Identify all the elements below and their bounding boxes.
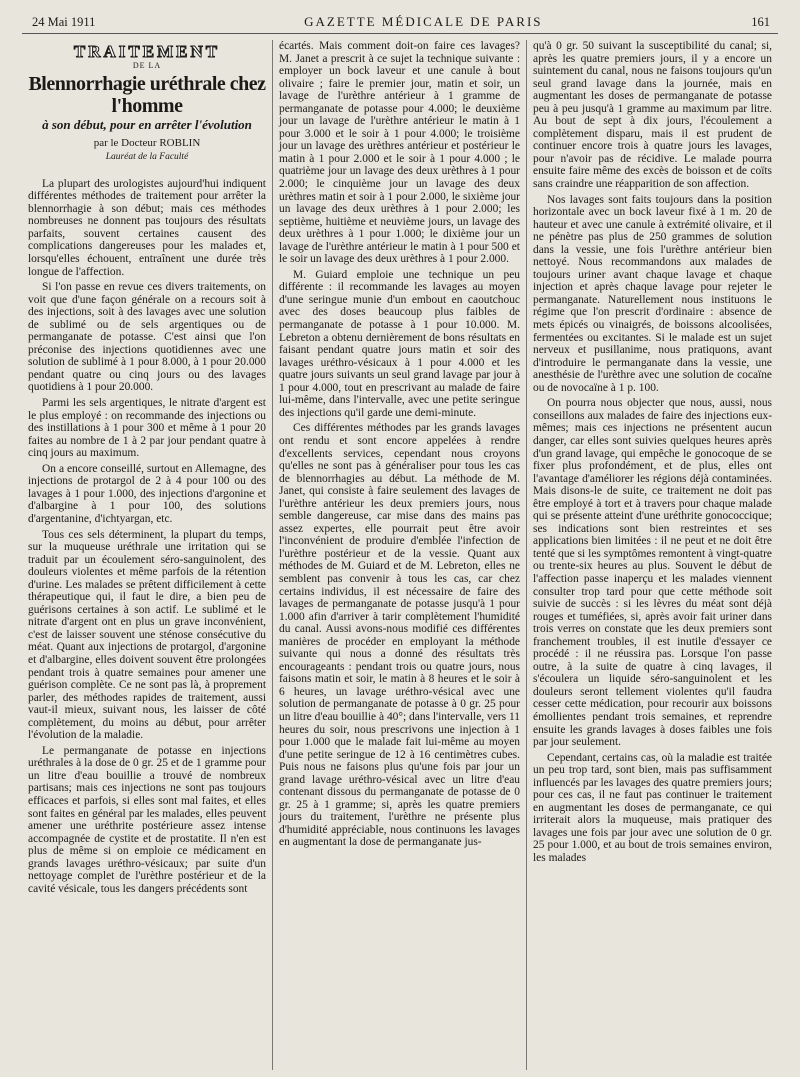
paragraph: qu'à 0 gr. 50 suivant la susceptibilité du canal; si, après les quatre premiers jours, il y a encore un suintement du canal, nous ne faisons toujours qu'un seul grand lavage dans la journée, mais en augmentant les doses de permanganate de potasse peu à peu jusqu'à 1 gramme au maximum par litre. Au bout de sept à dix jours, l'écoulement a complètement disparu, mais il est prudent de continuer encore trois à quatre jours les lavages, pour n'avoir pas de récidive. Le malade pourra ensuite faire même des excès de boisson et de coïts sans craindre une réapparition de son affection.: [533, 40, 772, 191]
page-number: 161: [751, 15, 770, 29]
paragraph: Parmi les sels argentiques, le nitrate d'argent est le plus employé : on recommande des injections ou des instillations à 1 pour 300 et même à 1 pour 20 faites au nombre de 1 à 2 par jour pendant quatre à cinq jours au maximum.: [28, 397, 266, 460]
paragraph: M. Guiard emploie une technique un peu différente : il recommande les lavages au moyen d'une seringue munie d'un embout en caoutchouc avec des doses beaucoup plus faibles de permanganate de potasse à 1 pour 10.000. M. Lebreton a obtenu dernièrement de bons résultats en faisant pendant quatre jours matin et soir des lavages uréthro-vésicaux à 1 pour 4.000 et les quatre jours suivants un seul grand lavage par jour à 1 pour 4.000, tout en prescrivant au malade de faire lui-même, dans l'intervalle, avec une petite seringue des injections qu'il garde une demi-minute.: [279, 268, 520, 419]
heading-de-la: DE LA: [132, 60, 162, 70]
author-byline: par le Docteur ROBLIN: [93, 136, 201, 149]
paragraph: Cependant, certains cas, où la maladie est traitée un peu trop tard, sont bien, mais pas suffisamment influencés par les lavages des quatre premiers jours; pour ces cas, il ne faut pas continuer le traitement en augmentant les doses de permanganate, ce qui irriterait alors la muqueuse, mais pratiquer des lavages une fois par jour avec une solution de 0 gr. 25 pour 1.000, et au bout de trois semaines environ, les malades: [533, 751, 772, 864]
author-title: Lauréat de la Faculté: [105, 152, 189, 163]
paragraph: On a encore conseillé, surtout en Allemagne, des injections de protargol de 2 à 4 pour 100 ou des lavages à 1 pour 1.000, des injections d'argonine et d'albargine à 1 pour 100, des solutions d'argentanine, d'ichtyargan, etc.: [28, 462, 266, 525]
issue-date: 24 Mai 1911: [32, 15, 96, 29]
article-subtitle: à son début, pour en arrêter l'évolution: [42, 117, 252, 133]
article-title: Blennorrhagie uréthrale chez l'homme: [28, 73, 266, 118]
paragraph: Le permanganate de potasse en injections uréthrales à la dose de 0 gr. 25 et de 1 gramme pour un litre d'eau bouillie a trouvé de nombreux partisans; mais ces injections ne sont pas toujours efficaces et parfois, si elles sont mal faites, et elles sont faites en général par les malades, elles peuvent amener une uréthrite postérieure assez intense accompagnée de cystite et de prostatite. Il n'en est plus de même si on emploie ce médicament en grands lavages uréthro-vésicaux; par suite d'un nettoyage complet de l'urèthre postérieur et de la cavité vésicale, tous les dangers précédents sont: [28, 744, 266, 895]
journal-title: GAZETTE MÉDICALE DE PARIS: [304, 14, 543, 29]
article-columns: [22, 40, 778, 1070]
paragraph: Ces différentes méthodes par les grands lavages ont rendu et sont encore appelées à rendre d'excellents services, cependant nous croyons qu'elles ne sont pas à généraliser pour tous les cas de blennorrhagies au début. La méthode de M. Janet, qui consiste à faire seulement des lavages de l'urèthre antérieur les deux premiers jours, nous semble dangereuse, car mise dans des mains pas assez expertes, elle pourrait peut être avoir l'inconvénient de produire d'emblée l'infection de l'urèthre postérieur et de la vessie. Quant aux méthodes de M. Guiard et de M. Lebreton, elles ne semblent pas convenir à tous les cas, car chez certains individus, il est nécessaire de faire des lavages de permanganate de potasse jusqu'à 1 pour 1.000 afin d'arriver à tarir complètement l'humidité du canal. Aussi avons-nous modifié ces différentes manières de procéder en employant la méthode suivante qui nous a donné des résultats très encourageants : pendant trois ou quatre jours, nous faisons matin et soir, le matin à 8 heures et le soir à 6 heures, un lavage uréthro-vésical avec une solution de permanganate de potasse à 0 gr. 25 pour un litre d'eau bouillie à 40°; dans l'intervalle, vers 11 heures du soir, nous prescrivons une injection à 1 pour 1.000 que le malade fait lui-même au moyen d'une petite seringue de 12 à 16 centimètres cubes. Puis nous ne faisons plus qu'une fois par jour un grand lavage uréthro-vésical avec un litre d'eau contenant dissous du permanganate de potasse de 0 gr. 25 à 1 gramme; si, après les quatre premiers jours du traitement, l'urèthre ne présente plus d'humidité appréciable, nous continuons les lavages en augmentant la dose de permanganate jus-: [279, 422, 520, 849]
column-3: [526, 40, 778, 1070]
article-heading: [28, 42, 266, 164]
paragraph: Nos lavages sont faits toujours dans la position horizontale avec un bock laveur fixé à 1 m. 20 de hauteur et avec une canule à extrémité olivaire, et il ne pénètre pas plus de 250 grammes de solution dans la vessie, une fois l'urèthre antérieur bien nettoyé. Nous recommandons aux malades de toujours uriner avant chaque lavage et chaque injection et après chaque lavage pour rejeter le permanganate. Naturellement nous instituons le régime que l'on prescrit d'ordinaire : absence de mets épicés ou vinaigrés, de boissons alcoolisées, fermentées ou excitantes. Si le malade est un sujet nerveux et pusillanime, nous pratiquons, avant d'introduire le permanganate dans la vessie, une anesthésie de l'urèthre avec une solution de cocaïne ou de novocaïne à 1 p. 100.: [533, 193, 772, 394]
heading-traitement: TRAITEMENT: [73, 42, 221, 61]
paragraph: Si l'on passe en revue ces divers traitements, on voit que d'une façon générale on a recours soit à des injections, soit à des lavages avec une solution de sublimé ou de sels argentiques ou de permanganate de potasse. C'est ainsi que l'on préconise des injections quotidiennes avec une solution de sublimé à 1 pour 8.000, à 1 pour 20.000 pendant quatre ou cinq jours ou des lavages quotidiens à 1 pour 20.000.: [28, 281, 266, 394]
column-1: [22, 40, 272, 1070]
running-header: [22, 14, 778, 34]
column-2: [272, 40, 526, 1070]
paragraph: Tous ces sels déterminent, la plupart du temps, sur la muqueuse uréthrale une irritation qui se traduit par un écoulement séro-sanguinolent, des douleurs violentes et même parfois de la rétention d'urine. Les malades se prêtent difficilement à cette thérapeutique qui, il faut le dire, a bien peu de guérisons certaines à son actif. Le sublimé et le nitrate d'argent ont en plus un grave inconvénient, c'est de laisser souvent une sténose consécutive du méat. Quant aux injections de protargol, d'argonine et d'albargine, elles doivent souvent être prolongées pendant trois à quatre semaines pour amener une guérison complète. Ce ne sont pas là, à proprement parler, des méthodes rapides de traitement, aussi vaut-il mieux, suivant nous, les laisser de côté complètement, du moins au début, pour arrêter l'évolution de la maladie.: [28, 528, 266, 742]
paragraph: écartés. Mais comment doit-on faire ces lavages? M. Janet a prescrit à ce sujet la technique suivante : employer un bock laveur et une canule à bout olivaire ; faire le premier jour, matin et soir, un lavage de l'urèthre antérieur à 1 gramme de permanganate de potasse pour 4.000; le deuxième jour un lavage de l'urèthre antérieur le matin à 1 pour 3.000 et le soir à 1 pour 4.000; le troisième jour un lavage des urèthres antérieur et postérieur le matin à 1 pour 2.000 et le soir à 1 pour 4.000 ; le quatrième jour un lavage des deux urèthres à 1 pour 2.000; le cinquième jour un lavage des deux urèthres matin et soir à 1 pour 2.000, le sixième jour un lavage des deux urèthres à 1 pour 2.000; les septième, huitième et neuvième jours, un lavage des deux urèthres à 1 pour 1.000; le dixième jour un lavage de l'urèthre antérieur le matin à 1 pour 500 et le soir un lavage des deux urèthres à 1 pour 2.000.: [279, 40, 520, 266]
paragraph: La plupart des urologistes aujourd'hui indiquent différentes méthodes de traitement pour arrêter la blennorrhagie à son début; mais ces méthodes nombreuses ne donnent pas toujours des résultats parfaits, souvent certaines causent des complications dangereuses pour les malades et, lorsqu'elles échouent, entraînent une durée très longue de l'affection.: [28, 177, 266, 278]
paragraph: On pourra nous objecter que nous, aussi, nous conseillons aux malades de faire des injections eux-mêmes; mais ces injections ne présentent aucun danger, car elles sont suivies quelques heures après d'un grand lavage, qui empêche le gonocoque de se fixer plus profondément, et de plus, elles ont l'avantage d'améliorer les régions déjà contaminées. Mais disons-le de suite, ce traitement ne doit pas être employé à tort et à travers pour chaque malade qui se présente atteint d'une uréthrite gonococcique; ses indications sont bien restreintes et ses applications bien limitées : il ne peut et ne doit être tenté que si les symptômes remontent à vingt-quatre ou trente-six heures au plus. Souvent le début de l'affection passe inaperçu et les malades viennent consulter trop tard pour que cette méthode soit suivie de succès : si les lèvres du méat sont déjà rouges et tuméfiées, si, après avoir fait uriner dans trois verres on constate que les deux premiers sont franchement troubles, il est inutile d'essayer ce procédé : il ne réussira pas. Lorsque l'on passe outre, à la suite de quatre à cinq lavages, il s'écoulera un liquide séro-sanguinolent et les douleurs seront tellement violentes qu'il faudra cesser cette médication, pour recourir aux boissons émollientes pendant trois semaines, et reprendre ensuite les grands lavages à doses faibles une fois par jour seulement.: [533, 397, 772, 749]
